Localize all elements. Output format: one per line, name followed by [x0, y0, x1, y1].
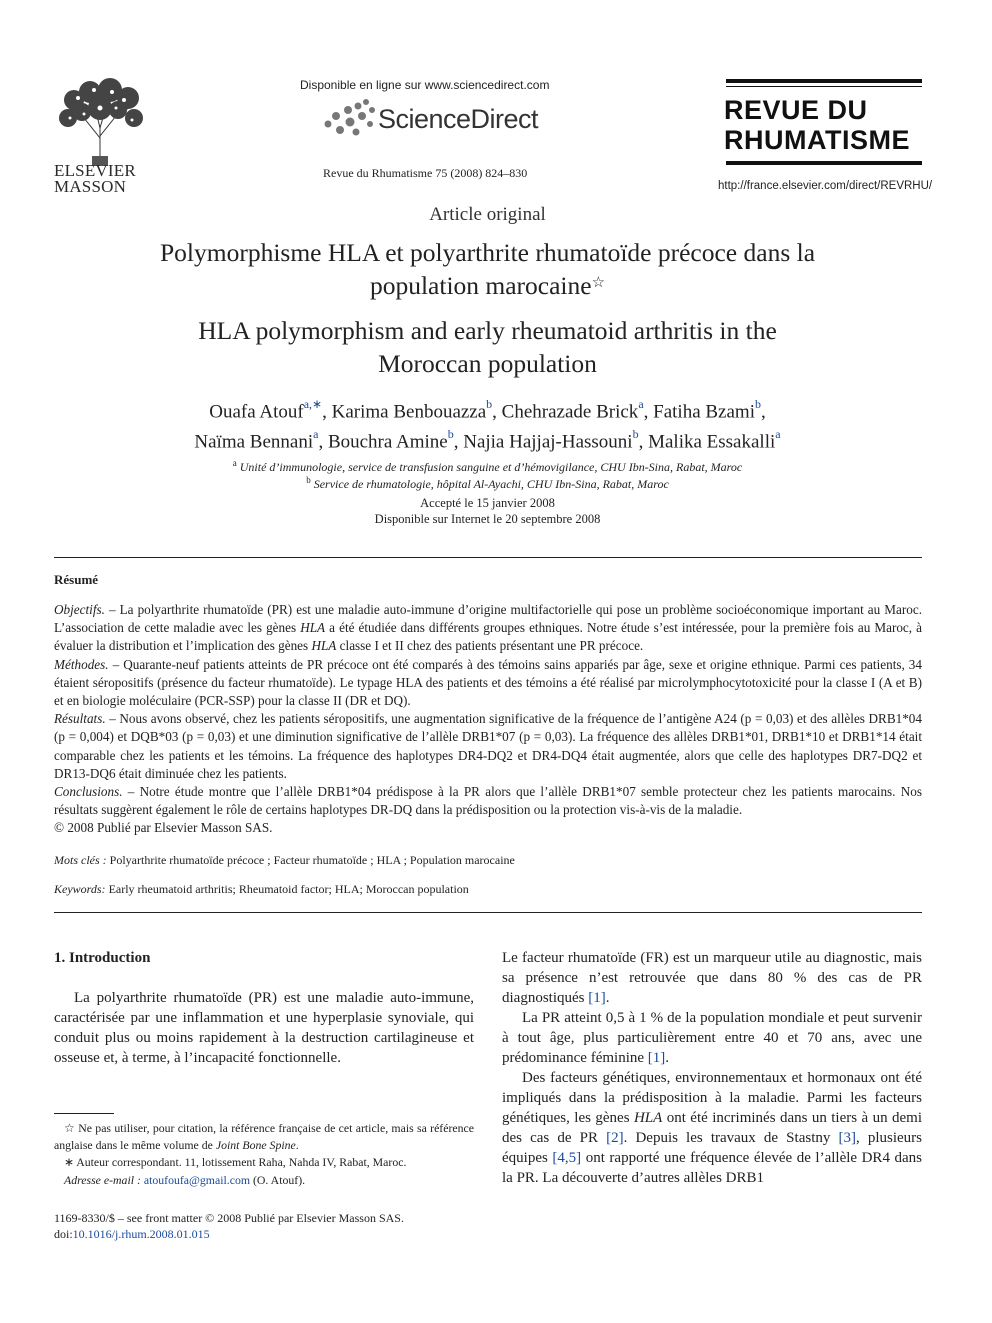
title-english-line2: Moroccan population	[378, 349, 597, 378]
label-objectifs: Objectifs.	[54, 602, 105, 617]
intro-paragraph-4	[502, 1068, 922, 1188]
abstract-body	[54, 601, 922, 838]
issn-line: 1169-8330/$ – see front matter © 2008 Publié par Elsevier Masson SAS.	[54, 1211, 404, 1225]
affiliation-b	[0, 472, 975, 492]
email-label: Adresse e-mail :	[64, 1172, 144, 1187]
mots-cles	[54, 853, 922, 868]
reference-link[interactable]: [4,5]	[552, 1150, 582, 1166]
reference-link[interactable]: [1]	[588, 990, 606, 1006]
footnotes	[54, 1120, 474, 1189]
article-type: Article original	[429, 204, 546, 225]
abstract-objectifs	[54, 601, 922, 656]
author-sep: ,	[760, 401, 766, 423]
masthead-rule-thin	[726, 86, 922, 87]
abstract-methodes	[54, 656, 922, 711]
text: ont rapporté une fréquence élevée de l’allèle DR4 dans la PR. La découverte d’autres allèles DRB1	[502, 1150, 922, 1186]
author-name: Malika Essakalli	[648, 431, 776, 453]
journal-name: Joint Bone Spine	[215, 1137, 296, 1152]
text: – Quarante-neuf patients atteints de PR précoce ont été comparés à des témoins sains appariés par âge, sexe et origine ethnique. Parmi ces patients, 34 étaient séropositifs (présence du facteur rhumatoïde). Le typage HLA des patients et des témoins a été réalisé par microlymphocytotoxicité pour la classe I (A et B) et en biologie moléculaire (PCR-SSP) pour la classe II (DR et DQ).	[54, 656, 922, 709]
reference-link[interactable]: [1]	[647, 1050, 666, 1066]
title-english-line1: HLA polymorphism and early rheumatoid arthritis in the	[198, 316, 777, 345]
text: Des facteurs génétiques, environnementaux et hormonaux ont été impliqués dans la prédisposition à la maladie. Parmi les facteurs génétiques, les gènes	[502, 1070, 922, 1126]
text: – Nous avons observé, chez les patients séropositifs, une augmentation significative de la fréquence de l’antigène A24 (p = 0,03) et des allèles DRB1*04 (p = 0,004) et DQB*03 (p = 0,03) et une diminution significative de l’allèle DRB1*07 (p = 0,03). La fréquence des allèles DRB1*01, DRB1*10 et DRB1*14 était comparable chez les patients et les témoins. La fréquence des haplotypes DR4-DQ2 et DR4-DQ4 était augmentée, alors que celle des haplotypes DR7-DQ2 et DR13-DQ6 était diminuée chez les patients.	[54, 711, 922, 781]
author-name: Naïma Bennani	[194, 431, 314, 453]
author-affil-link[interactable]: b	[632, 427, 639, 442]
sciencedirect-dots-icon	[322, 98, 378, 138]
text: , plusieurs équipes	[502, 1130, 922, 1166]
author-sep: ,	[492, 401, 502, 423]
footnote-mark: ☆	[64, 1121, 75, 1135]
author-name: Fatiha Bzami	[653, 401, 755, 423]
text-hla: HLA	[311, 638, 337, 654]
text-hla: HLA	[300, 620, 326, 636]
text: a été étudiée dans différents groupes ethniques. Notre étude s’est intéressée, pour la première fois au Maroc, à évaluer la distribution et l’implication des gènes	[54, 620, 922, 654]
accepted-date: Accepté le 15 janvier 2008	[420, 496, 555, 510]
footnote-rule	[54, 1113, 114, 1114]
right-column	[502, 948, 922, 1188]
elsevier-tree-logo	[54, 78, 146, 166]
logo-line-masson: MASSON	[54, 177, 127, 196]
author-affil-link[interactable]: a	[638, 397, 644, 411]
footnote-star	[54, 1120, 474, 1153]
affiliation-mark: a	[232, 458, 237, 468]
journal-name-line2: RHUMATISME	[724, 125, 910, 155]
issn-doi-block	[54, 1210, 404, 1242]
keywords-label: Keywords:	[54, 882, 106, 896]
author-name: Bouchra Amine	[327, 431, 448, 453]
keywords	[54, 882, 922, 897]
text: (O. Atouf).	[250, 1172, 306, 1187]
author-affil-link[interactable]: b	[447, 427, 454, 442]
journal-url-link[interactable]: http://france.elsevier.com/direct/REVRHU/	[718, 180, 933, 192]
author-affil-link[interactable]: a	[313, 427, 319, 442]
left-column	[54, 988, 474, 1068]
mots-cles-label: Mots clés :	[54, 853, 107, 867]
author-sep: ,	[638, 431, 649, 453]
masthead-rule-top	[726, 79, 922, 83]
author-affil-link[interactable]: b	[754, 397, 761, 411]
text: – Notre étude montre que l’allèle DRB1*04 prédispose à la PR alors que l’allèle DRB1*07 semble protecteur chez les patients marocains. Nos résultats suggèrent également le rôle de certains haplotypes DR-DQ dans la prédisposition ou la protection vis-à-vis de la maladie.	[54, 784, 922, 818]
reference-link[interactable]: [2]	[606, 1130, 624, 1146]
abstract-heading: Résumé	[54, 572, 99, 587]
elsevier-masson-wordmark	[54, 163, 146, 195]
online-availability: Disponible en ligne sur www.sciencedirect.com	[300, 78, 550, 92]
abstract-conclusions	[54, 783, 922, 819]
author-sep: ,	[453, 431, 464, 453]
text: La PR atteint 0,5 à 1 % de la population mondiale et peut survenir à tout âge, plus particulièrement entre 40 et 70 ans, avec une prédominance féminine	[502, 1010, 922, 1066]
masthead-rule-bottom	[726, 161, 922, 165]
affiliation-text: Unité d’immunologie, service de transfusion sanguine et d’hémovigilance, CHU Ibn-Sina, Rabat, Maroc	[239, 460, 743, 474]
doi-line	[54, 1226, 404, 1242]
title-footnote-star[interactable]: ☆	[591, 275, 606, 291]
email-link[interactable]: atoufoufa@gmail.com	[143, 1172, 251, 1187]
journal-citation: Revue du Rhumatisme 75 (2008) 824–830	[323, 166, 528, 180]
author-line-2	[0, 424, 975, 454]
online-date: Disponible sur Internet le 20 septembre 2008	[374, 512, 601, 526]
sciencedirect-brand: ScienceDirect	[378, 104, 539, 134]
mots-cles-text: Polyarthrite rhumatoïde précoce ; Facteur rhumatoïde ; HLA ; Population marocaine	[106, 853, 515, 867]
abstract-copyright: © 2008 Publié par Elsevier Masson SAS.	[54, 820, 273, 836]
article-dates	[0, 495, 975, 527]
author-sep: ,	[318, 431, 328, 453]
intro-paragraph-2: Le facteur rhumatoïde (FR) est un marqueur utile au diagnostic, mais sa présence n’est retrouvée que dans 80 % des cas de PR diagnostiqués [1].	[502, 950, 922, 1006]
text: . Depuis les travaux de Stastny	[623, 1130, 839, 1146]
doi-label: doi:	[54, 1227, 73, 1241]
text-hla: HLA	[633, 1110, 663, 1126]
title-french-line1: Polymorphisme HLA et polyarthrite rhumatoïde précoce dans la	[159, 238, 816, 267]
author-line-1	[0, 394, 975, 424]
title-french	[0, 236, 975, 302]
footnote-email	[54, 1172, 474, 1189]
keywords-text: Early rheumatoid arthritis; Rheumatoid factor; HLA; Moroccan population	[105, 882, 469, 896]
intro-paragraph-1: La polyarthrite rhumatoïde (PR) est une maladie auto-immune, caractérisée par une inflammation et une hyperplasie synoviale, qui conduit plus ou moins rapidement à la destruction cartilagineuse et osseuse et, à terme, à l’incapacité fonctionnelle.	[54, 990, 474, 1066]
text: Ne pas utiliser, pour citation, la référence française de cet article, mais sa référence anglaise dans le même volume de	[54, 1121, 475, 1152]
logo-line-elsevier: ELSEVIER	[54, 161, 136, 180]
author-sep: ,	[643, 401, 654, 423]
affiliation-mark: b	[306, 475, 311, 485]
divider-top	[54, 557, 922, 558]
author-name: Ouafa Atouf	[209, 401, 304, 423]
title-english	[0, 314, 975, 380]
divider-bottom	[54, 912, 922, 913]
label-methodes: Méthodes.	[54, 656, 109, 672]
text: Le facteur rhumatoïde (FR) est un marqueur utile au diagnostic, mais sa présence n’est retrouvée que dans 80 % des cas de PR diagnostiqués	[502, 950, 922, 1006]
text: .	[295, 1137, 299, 1152]
footnote-mark: ∗	[64, 1155, 74, 1169]
author-list	[0, 394, 975, 455]
footnote-corresponding	[54, 1154, 474, 1171]
journal-name-line1: REVUE DU	[724, 95, 868, 125]
abstract-resultats	[54, 710, 922, 783]
title-french-line2: population marocaine	[369, 271, 592, 300]
text: classe I et II chez des patients présentant une PR précoce.	[336, 638, 644, 654]
text: Auteur correspondant. 11, lotissement Raha, Nahda IV, Rabat, Maroc.	[73, 1155, 407, 1169]
author-name: Chehrazade Brick	[501, 401, 639, 423]
text: – La polyarthrite rhumatoïde (PR) est une maladie auto-immune d’origine multifactorielle qui pose un problème socioéconomique important au Maroc. L’association de cette maladie avec les gènes	[54, 602, 922, 636]
author-affil-link[interactable]: b	[486, 397, 493, 411]
doi-link[interactable]: 10.1016/j.rhum.2008.01.015	[72, 1227, 210, 1241]
section-heading-introduction: 1. Introduction	[54, 950, 151, 966]
author-sep: ,	[322, 401, 332, 423]
author-affil-link[interactable]: a,∗	[303, 397, 323, 411]
author-name: Najia Hajjaj-Hassouni	[463, 431, 633, 453]
reference-link[interactable]: [3]	[838, 1130, 856, 1146]
affiliation-text: Service de rhumatologie, hôpital Al-Ayachi, CHU Ibn-Sina, Rabat, Maroc	[313, 477, 669, 491]
text: ont été incriminés dans un tiers à un demi des cas de PR	[502, 1110, 922, 1146]
author-affil-link[interactable]: a	[775, 427, 781, 442]
intro-paragraph-3: La PR atteint 0,5 à 1 % de la population mondiale et peut survenir à tout âge, plus particulièrement entre 40 et 70 ans, avec une prédominance féminine [1].	[502, 1010, 922, 1066]
author-name: Karima Benbouazza	[331, 401, 487, 423]
label-conclusions: Conclusions.	[54, 784, 123, 800]
label-resultats: Résultats.	[54, 711, 106, 727]
